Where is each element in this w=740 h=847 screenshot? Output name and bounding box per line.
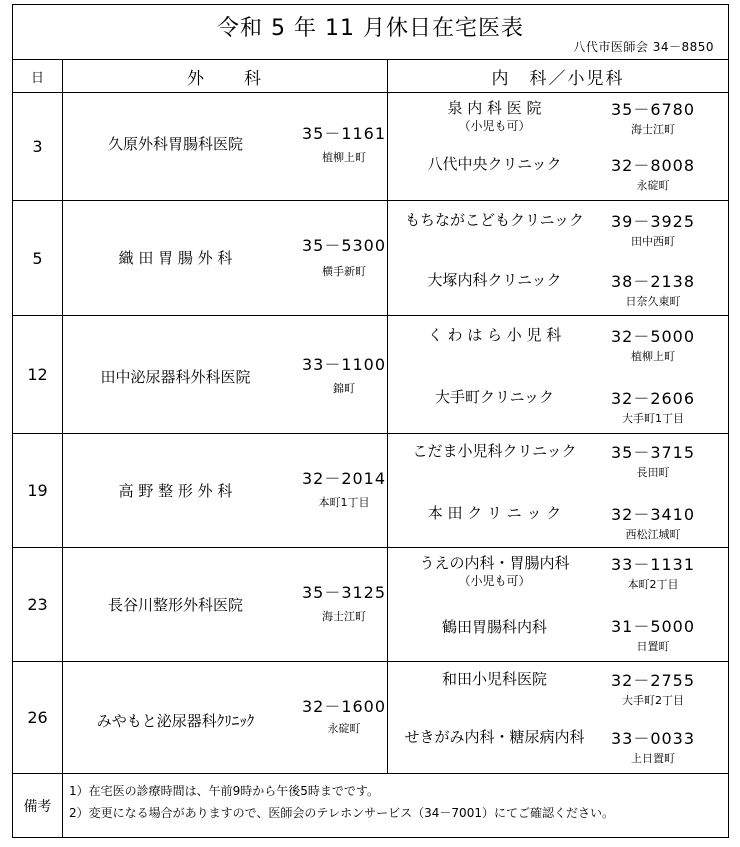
surgery-name: みやもと泌尿器科ｸﾘﾆｯｸ	[96, 712, 255, 730]
internal-cell	[388, 93, 729, 201]
surgery-name: 久原外科胃腸科医院	[107, 135, 243, 153]
surgery-name: 長谷川整形外科医院	[107, 596, 243, 614]
clinic-address: 植柳上町	[631, 350, 675, 363]
day-cell: 23	[13, 548, 63, 662]
clinic-phone: 35－6780	[610, 100, 696, 119]
clinic-name: 泉 内 科 医 院	[447, 99, 542, 117]
table-row	[13, 434, 729, 548]
clinic-phone: 32－2606	[610, 389, 696, 408]
surgery-name: 田中泌尿器科外科医院	[100, 368, 251, 386]
header-surgery: 外 科	[63, 60, 388, 93]
surgery-cell	[63, 201, 388, 316]
internal-cell	[388, 201, 729, 316]
notes-cell	[63, 774, 729, 838]
clinic-name: く わ は ら 小 児 科	[427, 326, 562, 344]
note-item: 2）変更になる場合がありますので、医師会のテレホンサービス（34－7001）にてご確認ください。	[69, 806, 614, 820]
clinic-name: うえの内科・胃腸内科	[419, 554, 570, 572]
clinic-name: 八代中央クリニック	[427, 155, 562, 173]
surgery-cell	[63, 548, 388, 662]
surgery-cell	[63, 662, 388, 774]
table-row	[13, 316, 729, 434]
clinic-address: 日置町	[636, 640, 670, 653]
surgery-phone: 32－1600	[301, 697, 387, 716]
day-cell: 26	[13, 662, 63, 774]
schedule-document	[12, 4, 728, 838]
clinic-name: 鶴田胃腸科内科	[441, 618, 547, 636]
surgery-phone: 35－1161	[301, 124, 387, 143]
clinic-address: 本町2丁目	[627, 578, 679, 591]
clinic-phone: 33－0033	[610, 729, 696, 748]
clinic-phone: 32－8008	[610, 156, 696, 175]
clinic-name: せきがみ内科・糖尿病内科	[404, 728, 585, 746]
surgery-address: 永碇町	[327, 722, 361, 735]
clinic-address: 上日置町	[631, 752, 675, 765]
clinic-phone: 35－3715	[610, 443, 696, 462]
surgery-address: 植柳上町	[322, 151, 366, 164]
clinic-address: 永碇町	[636, 179, 670, 192]
clinic-address: 大手町1丁目	[622, 412, 684, 425]
clinic-name: こだま小児科クリニック	[412, 442, 577, 460]
surgery-address: 海士江町	[322, 610, 366, 623]
surgery-phone: 32－2014	[301, 469, 387, 488]
surgery-name: 高 野 整 形 外 科	[118, 482, 233, 500]
note-item: 1）在宅医の診療時間は、午前9時から午後5時までです。	[69, 784, 379, 798]
clinic-name: 大塚内科クリニック	[427, 271, 562, 289]
surgery-cell	[63, 434, 388, 548]
table-row	[13, 548, 729, 662]
notes-row	[13, 774, 729, 838]
clinic-phone: 31－5000	[610, 617, 696, 636]
association-contact: 八代市医師会 34－8850	[573, 40, 715, 54]
surgery-cell	[63, 93, 388, 201]
internal-cell	[388, 316, 729, 434]
surgery-phone: 35－3125	[301, 583, 387, 602]
clinic-name: 本 田 ク リ ニ ッ ク	[427, 504, 562, 522]
internal-cell	[388, 434, 729, 548]
clinic-name: もちながこどもクリニック	[404, 211, 585, 229]
surgery-name: 織 田 胃 腸 外 科	[118, 249, 233, 267]
surgery-phone: 35－5300	[301, 236, 387, 255]
table-row	[13, 93, 729, 201]
surgery-address: 錦町	[333, 382, 355, 395]
notes-label: 備考	[13, 774, 63, 838]
clinic-phone: 32－2755	[610, 671, 696, 690]
table-row	[13, 662, 729, 774]
clinic-name: 大手町クリニック	[434, 388, 555, 406]
day-cell: 12	[13, 316, 63, 434]
day-cell: 3	[13, 93, 63, 201]
surgery-phone: 33－1100	[301, 355, 387, 374]
clinic-phone: 39－3925	[610, 212, 696, 231]
day-cell: 19	[13, 434, 63, 548]
clinic-address: 海士江町	[631, 123, 675, 136]
surgery-cell	[63, 316, 388, 434]
day-cell: 5	[13, 201, 63, 316]
page-title: 令和 5 年 11 月休日在宅医表	[217, 16, 524, 41]
clinic-address: 日奈久東町	[625, 295, 681, 308]
header-row	[13, 60, 729, 93]
clinic-address: 大手町2丁目	[622, 694, 684, 707]
header-internal: 内 科／小児科	[388, 60, 729, 93]
clinic-address: 田中西町	[631, 235, 675, 248]
table-row	[13, 201, 729, 316]
internal-cell	[388, 548, 729, 662]
title-cell	[13, 5, 729, 60]
clinic-phone: 32－5000	[610, 327, 696, 346]
surgery-address: 本町1丁目	[318, 496, 370, 509]
clinic-note: （小児も可）	[458, 119, 531, 133]
clinic-name: 和田小児科医院	[441, 670, 547, 688]
schedule-table	[12, 4, 729, 838]
internal-cell	[388, 662, 729, 774]
clinic-phone: 32－3410	[610, 505, 696, 524]
header-day: 日	[13, 60, 63, 93]
clinic-address: 西松江城町	[625, 528, 681, 541]
surgery-address: 横手新町	[322, 265, 366, 278]
clinic-note: （小児も可）	[458, 574, 531, 588]
clinic-phone: 33－1131	[610, 555, 696, 574]
clinic-address: 長田町	[636, 466, 670, 479]
clinic-phone: 38－2138	[610, 272, 696, 291]
